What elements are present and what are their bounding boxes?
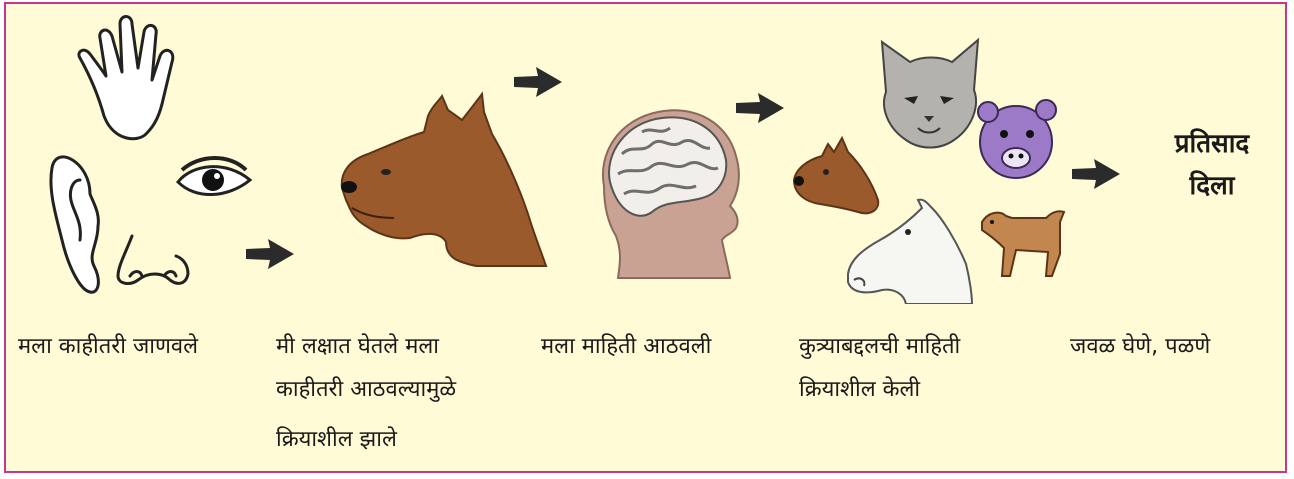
arrow-icon [514,67,562,97]
small-dog-icon [982,211,1064,276]
response-line-2: दिला [1189,170,1235,201]
dog-head-icon [341,94,546,266]
bear-icon [978,100,1056,178]
arrow-icon [736,93,784,123]
nose-icon [118,236,188,283]
illustration-canvas [6,4,1285,304]
caption-senses: मला काहीतरी जाणवले [18,334,199,359]
diagram-frame [4,2,1287,473]
caption-activation-line-1: कुत्र्याबद्दलची माहिती [799,334,961,359]
hand-icon [79,17,173,139]
small-dog-head-icon [794,138,878,213]
caption-attention [276,334,456,452]
ear-icon [51,157,98,292]
brain-head-icon [603,110,739,278]
caption-attention-line-2: काहीतरी आठवल्यामुळे [276,377,457,403]
eye-icon [178,158,250,195]
caption-attention-line-1: मी लक्षात घेतले मला [276,334,439,359]
caption-activation-line-2: क्रियाशील केली [799,377,921,403]
arrow-icon [1072,159,1120,189]
caption-activation [799,334,960,403]
caption-memory: मला माहिती आठवली [541,334,712,359]
horse-icon [848,200,972,304]
caption-action: जवळ घेणे, पळणे [1070,334,1211,359]
response-label [1152,124,1272,207]
cat-icon [882,40,978,148]
arrow-icon [246,239,294,269]
caption-attention-line-3: क्रियाशील झाले [276,426,397,452]
response-line-1: प्रतिसाद [1174,129,1250,159]
